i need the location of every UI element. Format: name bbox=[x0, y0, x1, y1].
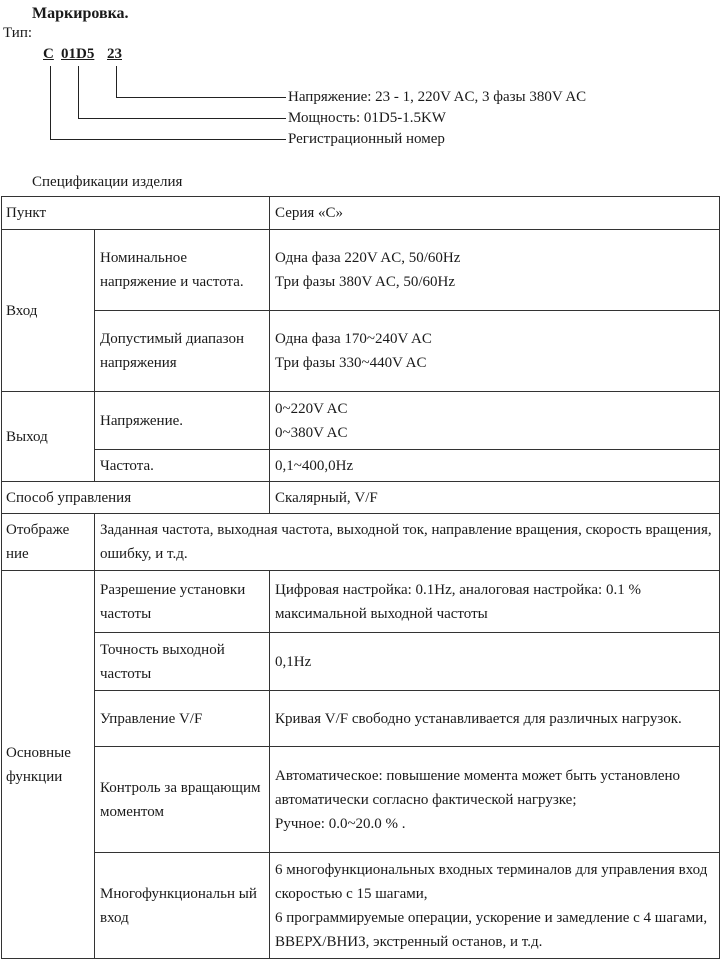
input-range-value bbox=[270, 311, 720, 392]
output-voltage-label: Напряжение. bbox=[95, 392, 270, 450]
table-row bbox=[2, 197, 720, 230]
code-series: C bbox=[43, 46, 54, 62]
multi-value-1: 6 многофункциональных входных терминалов для управления вход скоростью с 15 шагами, bbox=[275, 861, 708, 902]
vf-label: Управление V/F bbox=[95, 691, 270, 747]
freq-res-label: Разрешение установки частоты bbox=[95, 571, 270, 633]
torque-value-2: Ручное: 0.0~20.0 % . bbox=[275, 815, 406, 832]
callout-line-voltage-v bbox=[116, 66, 117, 98]
callout-line-power-h bbox=[78, 118, 286, 119]
table-row bbox=[2, 230, 720, 311]
table-row bbox=[2, 311, 720, 392]
input-rated-label: Номинальное напряжение и частота. bbox=[95, 230, 270, 311]
output-freq-label: Частота. bbox=[95, 450, 270, 482]
main-group-label: Основные функции bbox=[2, 571, 95, 959]
callout-line-series-v bbox=[50, 66, 51, 140]
table-row bbox=[2, 853, 720, 959]
callout-voltage: Напряжение: 23 - 1, 220V AC, 3 фазы 380V AC bbox=[288, 89, 587, 105]
marking-heading: Маркировка. bbox=[32, 5, 129, 22]
table-row bbox=[2, 392, 720, 450]
freq-acc-value: 0,1Hz bbox=[270, 633, 720, 691]
control-label: Способ управления bbox=[2, 482, 270, 514]
torque-value-1: Автоматическое: повышение момента может быть установлено автоматически согласно фактической нагрузке; bbox=[275, 767, 681, 808]
type-label: Тип: bbox=[3, 25, 33, 41]
input-range-value-2: Три фазы 330~440V AC bbox=[275, 355, 427, 371]
display-value: Заданная частота, выходная частота, выходной ток, направление вращения, скорость вращения, ошибку, и т.д. bbox=[95, 514, 720, 571]
control-value: Скалярный, V/F bbox=[270, 482, 720, 514]
callout-line-power-v bbox=[78, 66, 79, 119]
output-group-label: Выход bbox=[2, 392, 95, 482]
output-freq-value: 0,1~400,0Hz bbox=[270, 450, 720, 482]
callout-line-voltage-h bbox=[116, 97, 286, 98]
spec-table bbox=[1, 196, 720, 959]
torque-label: Контроль за вращающим моментом bbox=[95, 747, 270, 853]
multi-label: Многофункциональн ый вход bbox=[95, 853, 270, 959]
freq-res-value: Цифровая настройка: 0.1Hz, аналоговая настройка: 0.1 % максимальной выходной частоты bbox=[270, 571, 720, 633]
table-row bbox=[2, 633, 720, 691]
output-voltage-value bbox=[270, 392, 720, 450]
freq-acc-label: Точность выходной частоты bbox=[95, 633, 270, 691]
table-row bbox=[2, 691, 720, 747]
table-row bbox=[2, 571, 720, 633]
torque-value bbox=[270, 747, 720, 853]
input-rated-value-1: Одна фаза 220V AC, 50/60Hz bbox=[275, 250, 461, 266]
table-row bbox=[2, 747, 720, 853]
callout-power: Мощность: 01D5-1.5KW bbox=[288, 110, 446, 126]
display-label: Отображе ние bbox=[2, 514, 95, 571]
table-row bbox=[2, 514, 720, 571]
output-voltage-value-1: 0~220V AC bbox=[275, 400, 348, 417]
multi-value-2: 6 программируемые операции, ускорение и замедление с 4 шагами, ВВЕРХ/ВНИЗ, экстренный останов, и т.д. bbox=[275, 909, 708, 950]
table-row bbox=[2, 450, 720, 482]
spec-title: Спецификации изделия bbox=[32, 174, 183, 190]
header-item: Пункт bbox=[2, 197, 270, 230]
header-series: Серия «C» bbox=[270, 197, 720, 230]
multi-value bbox=[270, 853, 720, 959]
code-voltage: 23 bbox=[107, 46, 122, 62]
vf-value: Кривая V/F свободно устанавливается для различных нагрузок. bbox=[270, 691, 720, 747]
input-range-label: Допустимый диапазон напряжения bbox=[95, 311, 270, 392]
callout-line-series-h bbox=[50, 139, 286, 140]
input-rated-value bbox=[270, 230, 720, 311]
table-row bbox=[2, 482, 720, 514]
callout-series: Регистрационный номер bbox=[288, 131, 445, 147]
input-range-value-1: Одна фаза 170~240V AC bbox=[275, 331, 432, 347]
input-group-label: Вход bbox=[2, 230, 95, 392]
input-rated-value-2: Три фазы 380V AC, 50/60Hz bbox=[275, 274, 455, 290]
code-power: 01D5 bbox=[61, 46, 95, 62]
output-voltage-value-2: 0~380V AC bbox=[275, 424, 348, 441]
